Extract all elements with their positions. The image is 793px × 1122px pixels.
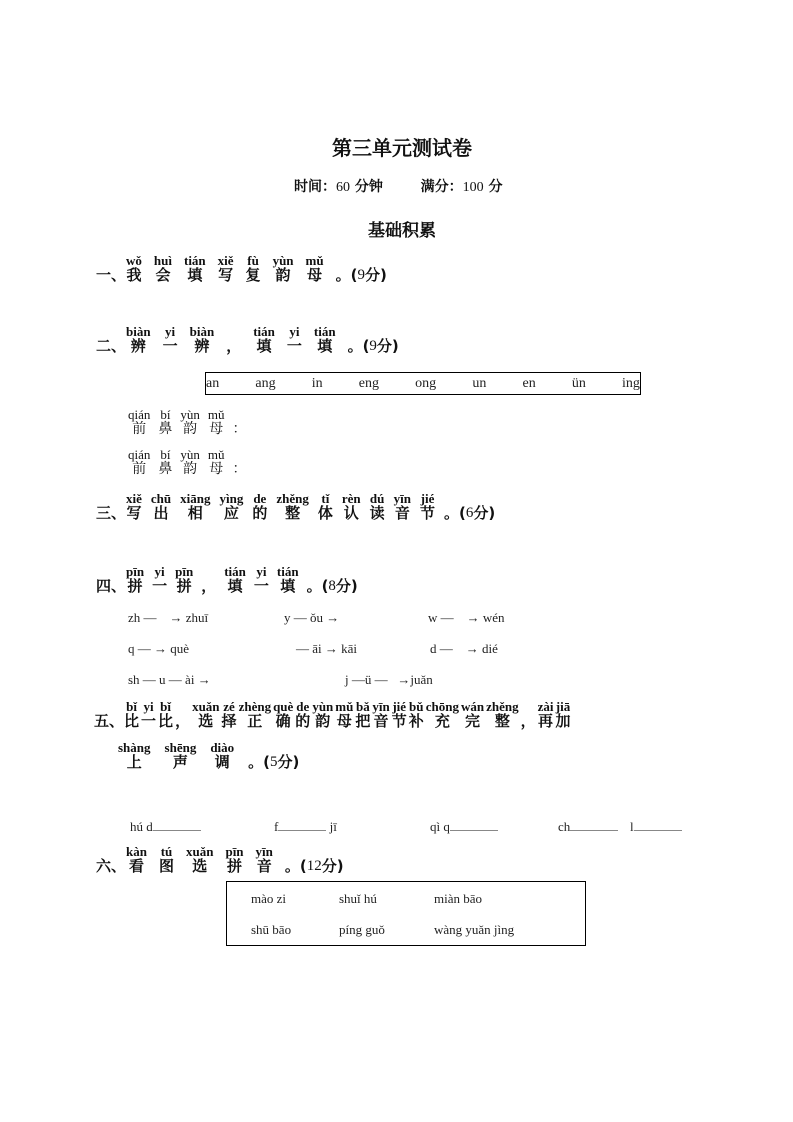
- pinyin-char: [318, 492, 333, 522]
- pinyin-char: [287, 325, 302, 355]
- pinyin-char: [208, 448, 225, 478]
- hanzi: 一: [162, 337, 178, 355]
- hanzi: 一: [141, 712, 157, 730]
- pinyin-char: [252, 492, 267, 522]
- pinyin-char: [128, 408, 150, 438]
- pinyin-char: [126, 492, 142, 522]
- hanzi: 音: [394, 504, 410, 522]
- option: mào zi: [251, 891, 287, 906]
- hanzi: 写: [218, 266, 234, 284]
- pinyin-char: [124, 700, 139, 730]
- hanzi: 整: [285, 504, 301, 522]
- pinyin: qián: [128, 407, 151, 422]
- pinyin: pīn: [126, 564, 145, 579]
- pinyin: biàn: [126, 324, 151, 339]
- hanzi: 的: [252, 504, 268, 522]
- fill-item: l: [630, 818, 682, 835]
- hanzi: 整: [494, 712, 510, 730]
- points: 9: [357, 267, 365, 283]
- points: 12: [306, 858, 322, 874]
- time-label: 时间：: [294, 179, 336, 195]
- hanzi: 韵: [183, 461, 198, 477]
- pinyin-char: [239, 700, 272, 730]
- pinyin: bí: [160, 407, 171, 422]
- pinyin-char: [372, 700, 389, 730]
- answer-blank[interactable]: [634, 818, 682, 831]
- pinyin-char: [226, 325, 241, 355]
- pinyin: yùn: [180, 407, 200, 422]
- pinyin-char: [175, 700, 190, 730]
- pinyin: biàn: [189, 324, 215, 339]
- hanzi: ，: [520, 712, 536, 730]
- hanzi: 填: [256, 337, 272, 355]
- answer-blank[interactable]: [278, 818, 326, 831]
- hanzi: 补: [408, 712, 424, 730]
- question-3-heading: 三、 xiě 写 chū 出 xiāng 相 yìng 应 de 的 zhěng 整 tǐ 体 rèn 认 dú 读 yīn 音 jié 节 。( 6 分): [96, 491, 496, 522]
- fill-item: hú d: [130, 818, 201, 835]
- pinyin: què: [273, 699, 294, 714]
- hanzi: 韵: [183, 421, 198, 437]
- pinyin: chōng: [425, 699, 459, 714]
- pinyin-char: [201, 565, 216, 595]
- pinyin: tián: [224, 564, 246, 579]
- pinyin-char: [394, 492, 411, 522]
- option: shū bāo: [251, 922, 292, 937]
- pinyin: yùn: [272, 253, 294, 268]
- hanzi: 加: [555, 712, 571, 730]
- hanzi: 再: [538, 712, 554, 730]
- pinyin-char: [208, 408, 225, 438]
- pinyin-char: [246, 254, 261, 284]
- pinyin: tú: [160, 844, 173, 859]
- pinyin: fù: [247, 253, 259, 268]
- hanzi: 比: [124, 712, 140, 730]
- pinyin: tián: [253, 324, 275, 339]
- question-number: 五、: [94, 712, 125, 730]
- spelling-item: — āi → kāi: [296, 641, 358, 656]
- spelling-item: y — ǒu →: [284, 610, 340, 625]
- points: 9: [369, 338, 377, 354]
- front-nasal-line-1: qián 前 bí 鼻 yùn 韵 mǔ 母 ：: [128, 407, 247, 437]
- pinyin-char: [126, 325, 151, 355]
- pinyin-char: [128, 448, 150, 478]
- hanzi: 填: [227, 577, 243, 595]
- option: píng guǒ: [339, 922, 385, 937]
- hanzi: 节: [420, 504, 436, 522]
- pinyin: yi: [165, 324, 176, 339]
- pinyin: wǒ: [126, 253, 142, 268]
- hanzi: 体: [317, 504, 333, 522]
- pinyin-char: [409, 700, 424, 730]
- hanzi: 母: [307, 266, 323, 284]
- pinyin: tǐ: [321, 491, 330, 506]
- pinyin: huì: [153, 253, 172, 268]
- pinyin-words: [126, 325, 348, 355]
- pinyin: jié: [420, 491, 435, 506]
- pinyin-char: [159, 845, 174, 875]
- pinyin-char: [184, 254, 206, 284]
- pinyin-char: [192, 700, 219, 730]
- hanzi: 相: [187, 504, 203, 522]
- pinyin-char: [306, 254, 324, 284]
- pinyin: dú: [369, 491, 385, 506]
- hanzi: 音: [373, 712, 389, 730]
- hanzi: 前: [132, 421, 147, 437]
- pinyin-char: [420, 492, 435, 522]
- pinyin: yīn: [393, 491, 411, 506]
- pinyin-char: [158, 700, 173, 730]
- pinyin: bǔ: [408, 699, 424, 714]
- hanzi: 鼻: [158, 461, 173, 477]
- pinyin: yi: [143, 699, 154, 714]
- question-5-heading-line-2: shàng 上 shēng 声 diào 调 。( 5 分): [118, 740, 300, 771]
- final-option: en: [522, 376, 536, 391]
- pinyin: mǔ: [335, 699, 354, 714]
- answer-blank[interactable]: [570, 818, 618, 831]
- hanzi: 完: [465, 712, 481, 730]
- hanzi: 母: [209, 461, 224, 477]
- pinyin-char: [461, 700, 484, 730]
- pinyin: jiā: [555, 699, 571, 714]
- page-title: 第三单元测试卷: [332, 136, 472, 160]
- pinyin-char: [312, 700, 333, 730]
- final-option: in: [311, 376, 323, 391]
- pinyin: tián: [276, 564, 299, 579]
- pinyin-char: [273, 254, 294, 284]
- hanzi: 比: [158, 712, 174, 730]
- hanzi: 韵: [275, 266, 291, 284]
- pinyin-char: [277, 565, 299, 595]
- question-2-heading: 二、 biàn 辨 yi 一 biàn 辨 ， tián 填 yi 一 tián 填 。( 9 分): [96, 324, 399, 355]
- pinyin-char: [392, 700, 407, 730]
- front-nasal-line-2: qián 前 bí 鼻 yùn 韵 mǔ 母 ：: [128, 447, 247, 477]
- hanzi: 充: [434, 712, 450, 730]
- pinyin-char: [186, 845, 213, 875]
- pinyin-char: [190, 325, 215, 355]
- hanzi: 前: [132, 461, 147, 477]
- pinyin-char: [521, 700, 536, 730]
- pinyin: yìng: [219, 491, 244, 506]
- hanzi: 会: [155, 266, 171, 284]
- pinyin-char: [295, 700, 310, 730]
- question-number: 六、: [96, 857, 127, 875]
- hanzi: 调: [214, 753, 230, 771]
- pinyin-char: [118, 741, 151, 771]
- pinyin-char: [370, 492, 385, 522]
- final-option: ing: [622, 376, 640, 391]
- pinyin: qián: [128, 447, 151, 462]
- pinyin: tián: [183, 253, 206, 268]
- hanzi: 把: [355, 712, 371, 730]
- hanzi: 读: [369, 504, 385, 522]
- question-6-heading: 六、 kàn 看 tú 图 xuǎn 选 pīn 拼 yīn 音 。( 12 分): [96, 844, 344, 875]
- pinyin-char: [180, 492, 210, 522]
- hanzi: 母: [209, 421, 224, 437]
- hanzi: 拼: [127, 577, 143, 595]
- pinyin: yi: [289, 324, 300, 339]
- exam-meta: [294, 176, 503, 196]
- hanzi: 母: [336, 712, 352, 730]
- hanzi: ，: [226, 337, 242, 355]
- pinyin: bí: [160, 447, 171, 462]
- pinyin: chū: [150, 491, 172, 506]
- pinyin-options-box: [226, 881, 586, 946]
- fill-item: f jī: [274, 819, 337, 834]
- pinyin-char: [222, 700, 237, 730]
- pinyin: mǔ: [207, 407, 225, 422]
- spelling-item: sh — u — ài →: [128, 672, 211, 687]
- fill-item: ch: [558, 818, 618, 835]
- pinyin-char: [342, 492, 361, 522]
- pinyin-char: [151, 492, 171, 522]
- hanzi: 复: [245, 266, 261, 284]
- hanzi: 一: [286, 337, 302, 355]
- hanzi: 写: [126, 504, 142, 522]
- hanzi: 填: [317, 337, 333, 355]
- pinyin-char: [210, 741, 234, 771]
- pinyin: xiě: [126, 491, 142, 506]
- pinyin-char: [556, 700, 571, 730]
- pinyin-char: [158, 448, 172, 478]
- final-option: eng: [358, 376, 380, 391]
- question-5-heading: [94, 700, 573, 730]
- pinyin-char: [141, 700, 156, 730]
- pinyin-char: [126, 254, 142, 284]
- question-number: 二、: [96, 337, 127, 355]
- pinyin: zài: [537, 699, 554, 714]
- pinyin-char: [426, 700, 459, 730]
- hanzi: ，: [175, 712, 191, 730]
- pinyin-char: [273, 700, 293, 730]
- final-option: an: [206, 376, 220, 391]
- pinyin: shàng: [118, 740, 151, 755]
- hanzi: 音: [256, 857, 272, 875]
- fill-item: qì q: [430, 818, 498, 835]
- pinyin: de: [296, 699, 310, 714]
- pinyin: pīn: [175, 564, 194, 579]
- hanzi: 应: [223, 504, 239, 522]
- pinyin: kàn: [126, 844, 147, 859]
- points: 6: [465, 505, 474, 521]
- final-option: un: [472, 376, 487, 391]
- question-1-heading: 一、 wǒ 我 huì 会 tián 填 xiě 写 fù 复 yùn 韵 mǔ 母 。( 9 分): [96, 253, 387, 284]
- hanzi: 的: [295, 712, 311, 730]
- hanzi: 节: [391, 712, 407, 730]
- pinyin-char: [163, 325, 178, 355]
- final-option: ün: [571, 376, 586, 391]
- pinyin-char: [218, 254, 234, 284]
- pinyin: xuǎn: [192, 699, 220, 714]
- pinyin-char: [126, 565, 144, 595]
- final-option: ong: [415, 376, 437, 391]
- final-option: ang: [255, 376, 276, 391]
- pinyin: diào: [210, 740, 235, 755]
- pinyin-words: [126, 254, 336, 284]
- hanzi: 拼: [227, 857, 243, 875]
- hanzi: 选: [192, 857, 208, 875]
- pinyin: mǔ: [305, 253, 324, 268]
- pinyin-char: [165, 741, 197, 771]
- pinyin-char: [355, 700, 370, 730]
- score-label: 满分：: [420, 179, 463, 195]
- time-value: 60: [336, 180, 350, 195]
- pinyin-char: [314, 325, 336, 355]
- hanzi: 填: [187, 266, 203, 284]
- hanzi: 看: [128, 857, 144, 875]
- section-title: 基础积累: [368, 221, 436, 241]
- pinyin-words: [126, 565, 307, 595]
- time-unit: 分钟: [354, 179, 383, 195]
- pinyin: yùn: [180, 447, 200, 462]
- pinyin: mǔ: [207, 447, 225, 462]
- pinyin: wán: [460, 699, 485, 714]
- hanzi: 正: [247, 712, 263, 730]
- pinyin-words: [118, 741, 248, 771]
- spelling-item: q — → què: [128, 641, 190, 656]
- pinyin: xiě: [217, 253, 234, 268]
- pinyin: zhěng: [486, 699, 519, 714]
- pinyin: de: [253, 491, 267, 506]
- question-4-heading: 四、 pīn 拼 yi 一 pīn 拼 ， tián 填 yi 一 tián 填 。( 8 分): [96, 564, 358, 595]
- pinyin-words: [126, 492, 444, 522]
- hanzi: 鼻: [158, 421, 173, 437]
- option: miàn bāo: [434, 891, 483, 906]
- pinyin-char: [180, 448, 200, 478]
- pinyin: shēng: [164, 740, 197, 755]
- pinyin-words: [124, 700, 573, 730]
- hanzi: 图: [158, 857, 174, 875]
- pinyin: yùn: [312, 699, 334, 714]
- pinyin: yi: [154, 564, 165, 579]
- answer-blank[interactable]: [153, 818, 201, 831]
- pinyin-char: [335, 700, 353, 730]
- pinyin-char: [225, 845, 243, 875]
- pinyin-char: [486, 700, 519, 730]
- hanzi: 择: [221, 712, 237, 730]
- option: shuǐ hú: [339, 891, 377, 906]
- pinyin: bǐ: [126, 699, 137, 714]
- hanzi: 声: [172, 753, 188, 771]
- spelling-item: d — → dié: [430, 641, 498, 656]
- hanzi: 一: [152, 577, 168, 595]
- hanzi: 确: [275, 712, 291, 730]
- pinyin: tián: [313, 324, 336, 339]
- pinyin: yi: [256, 564, 267, 579]
- pinyin-char: [152, 565, 167, 595]
- hanzi: ，: [201, 577, 217, 595]
- hanzi: 填: [280, 577, 296, 595]
- points: 8: [328, 578, 336, 594]
- pinyin: bǐ: [160, 699, 171, 714]
- hanzi: 认: [343, 504, 359, 522]
- spelling-item: j —ü — →juǎn: [345, 672, 433, 687]
- pinyin-char: [175, 565, 193, 595]
- pinyin-char: [219, 492, 243, 522]
- pinyin-char: [158, 408, 172, 438]
- answer-blank[interactable]: [450, 818, 498, 831]
- pinyin-char: [180, 408, 200, 438]
- pinyin-words: [126, 845, 285, 875]
- pinyin: bǎ: [355, 699, 370, 714]
- hanzi: 选: [198, 712, 214, 730]
- question-number: 三、: [96, 504, 127, 522]
- pinyin: rèn: [341, 491, 361, 506]
- option: wàng yuǎn jìng: [434, 922, 515, 937]
- score-unit: 分: [488, 179, 503, 195]
- pinyin-char: [538, 700, 554, 730]
- pinyin-char: [126, 845, 147, 875]
- finals-box: [205, 372, 641, 395]
- hanzi: 出: [153, 504, 169, 522]
- question-number: 一、: [96, 266, 127, 284]
- hanzi: 一: [253, 577, 269, 595]
- points: 5: [270, 754, 278, 770]
- hanzi: 辨: [194, 337, 210, 355]
- pinyin-char: [276, 492, 309, 522]
- hanzi: 拼: [176, 577, 192, 595]
- hanzi: 辨: [130, 337, 146, 355]
- pinyin: jié: [392, 699, 407, 714]
- pinyin-char: [154, 254, 172, 284]
- pinyin-char: [256, 845, 273, 875]
- pinyin: zhèng: [238, 699, 272, 714]
- hanzi: 上: [126, 753, 142, 771]
- pinyin: pīn: [225, 844, 244, 859]
- pinyin-char: [224, 565, 246, 595]
- pinyin-char: [253, 325, 275, 355]
- pinyin: zhěng: [276, 491, 309, 506]
- score-value: 100: [462, 180, 484, 195]
- pinyin-char: [254, 565, 269, 595]
- pinyin: xuǎn: [186, 844, 214, 859]
- hanzi: 韵: [315, 712, 331, 730]
- spelling-item: zh — → zhuī: [128, 610, 209, 625]
- pinyin: zé: [223, 699, 235, 714]
- pinyin: yīn: [372, 699, 390, 714]
- pinyin: yīn: [255, 844, 273, 859]
- question-number: 四、: [96, 577, 127, 595]
- hanzi: 我: [126, 266, 142, 284]
- pinyin: xiāng: [180, 491, 211, 506]
- spelling-item: w — → wén: [428, 610, 505, 625]
